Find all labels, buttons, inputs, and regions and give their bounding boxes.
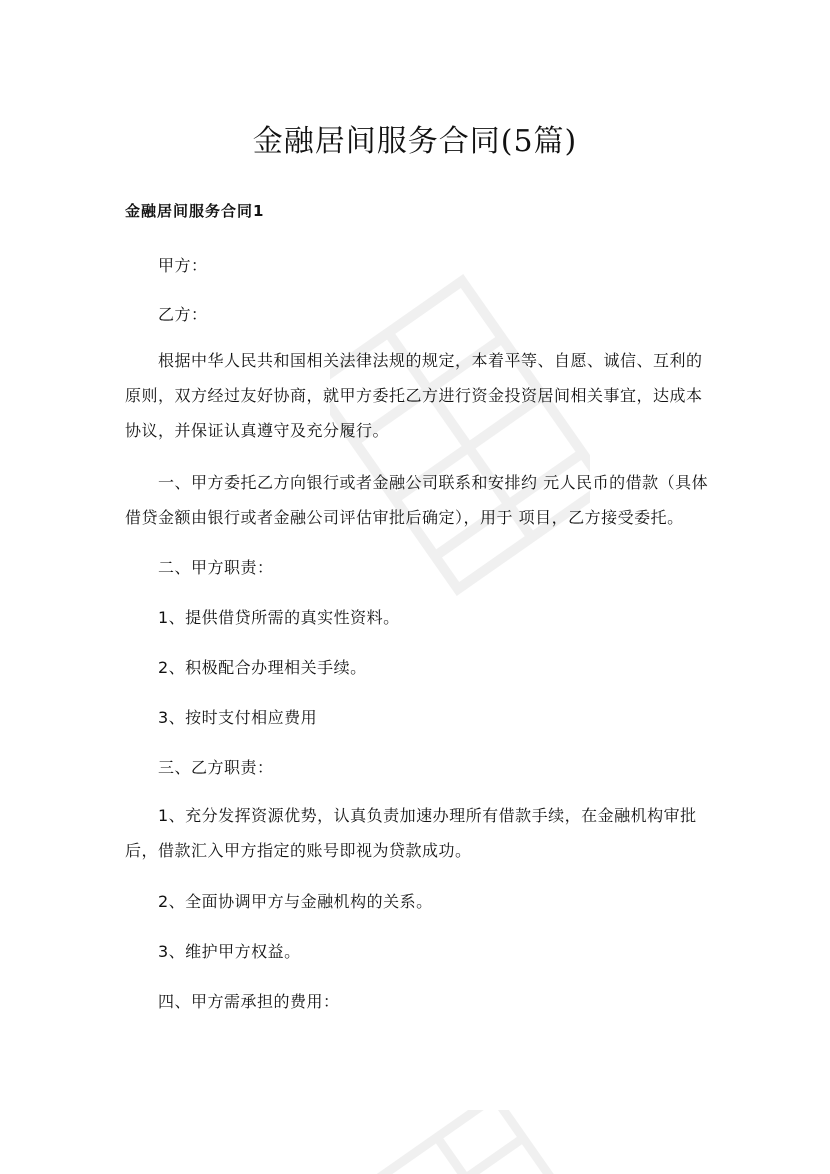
paragraph-clause-1: 一、甲方委托乙方向银行或者金融公司联系和安排约 元人民币的借款（具体借贷金额由银行或者金融公司评估审批后确定），用于 项目，乙方接受委托。 xyxy=(125,473,709,527)
paragraph-preamble: 根据中华人民共和国相关法律法规的规定，本着平等、自愿、诚信、互利的原则，双方经过友好协商，就甲方委托乙方进行资金投资居间相关事宜，达成本协议，并保证认真遵守及充分履行。 xyxy=(125,351,703,440)
paragraph-clause-2-heading: 二、甲方职责： xyxy=(158,558,274,577)
paragraph-clause-3-item-3: 3、维护甲方权益。 xyxy=(158,942,301,961)
document-title: 金融居间服务合同(5篇) xyxy=(252,124,578,159)
paragraph-clause-3-item-2: 2、全面协调甲方与金融机构的关系。 xyxy=(158,892,433,911)
paragraph-party-b: 乙方： xyxy=(158,305,208,324)
paragraph-clause-2-item-1: 1、提供借贷所需的真实性资料。 xyxy=(158,608,400,627)
paragraph-clause-2-item-3: 3、按时支付相应费用 xyxy=(158,708,318,727)
paragraph-clause-4-heading: 四、甲方需承担的费用： xyxy=(158,992,340,1011)
paragraph-party-a: 甲方： xyxy=(158,256,208,275)
paragraph-clause-3-heading: 三、乙方职责： xyxy=(158,758,274,777)
watermark-logo-bottom-icon xyxy=(360,1110,560,1174)
paragraph-clause-2-item-2: 2、积极配合办理相关手续。 xyxy=(158,658,367,677)
section-heading: 金融居间服务合同1 xyxy=(125,202,265,220)
paragraph-clause-3-item-1: 1、充分发挥资源优势，认真负责加速办理所有借款手续，在金融机构审批后，借款汇入甲方指定的账号即视为贷款成功。 xyxy=(125,806,697,860)
